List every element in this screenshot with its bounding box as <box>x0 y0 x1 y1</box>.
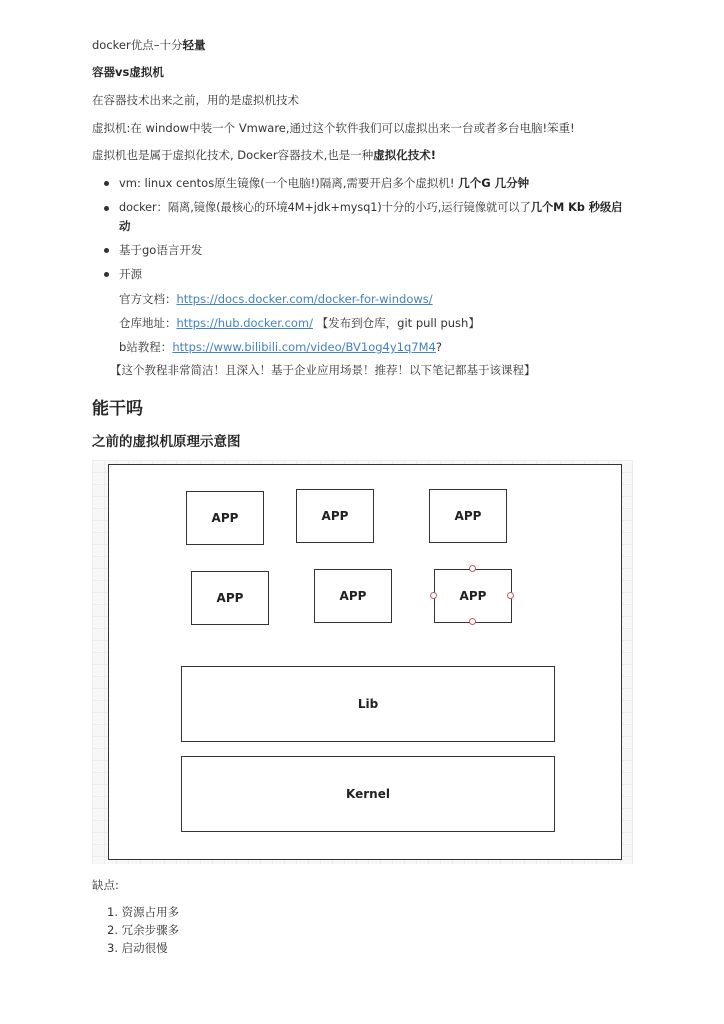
bili-label: b站教程： <box>119 340 173 354</box>
cons-item-3: 3. 启动很慢 <box>107 941 168 955</box>
paragraph-3-bold: 虚拟化技术! <box>373 148 436 162</box>
bullet-dot <box>104 181 109 186</box>
heading-vm-diagram: 之前的虚拟机原理示意图 <box>92 434 241 450</box>
resize-handle[interactable] <box>507 592 514 599</box>
bullet-dot <box>104 206 109 211</box>
bullet-docker-text: docker：隔离,镜像(最核心的环境4M+jdk+mysq1)十分的小巧,运行镜像就可以了 <box>119 201 531 214</box>
resize-handle[interactable] <box>430 592 437 599</box>
title-line-bold: 轻量 <box>182 38 206 52</box>
app-box: APP <box>186 491 264 545</box>
bullet-go: 基于go语言开发 <box>119 243 203 257</box>
docs-link[interactable]: https://docs.docker.com/docker-for-windows/ <box>176 292 433 306</box>
bullet-docker-bold-cont: 动 <box>119 219 131 233</box>
cons-item-1: 1. 资源占用多 <box>107 905 180 919</box>
app-box: APP <box>296 489 374 543</box>
app-box: APP <box>191 571 269 625</box>
docs-link-line <box>119 291 433 307</box>
heading-can-do: 能干吗 <box>92 399 143 419</box>
paragraph-3-text: 虚拟机也是属于虚拟化技术, Docker容器技术,也是一种 <box>92 148 374 162</box>
bullet-docker-bold: 几个M Kb 秒级启 <box>530 201 623 214</box>
resize-handle[interactable] <box>469 565 476 572</box>
hub-label: 仓库地址： <box>119 316 177 330</box>
vm-architecture-diagram <box>92 460 633 864</box>
bili-link[interactable]: https://www.bilibili.com/video/BV1og4y1q7M4 <box>172 340 436 354</box>
bili-link-line <box>119 339 442 355</box>
cons-item-2: 2. 冗余步骤多 <box>107 923 180 937</box>
hub-link[interactable]: https://hub.docker.com/ <box>176 316 314 330</box>
bullet-dot <box>104 272 109 277</box>
title-line-text: docker优点–十分 <box>92 38 183 52</box>
bili-suffix: ? <box>435 340 442 354</box>
docs-label: 官方文档： <box>119 292 177 306</box>
course-note: 【这个教程非常简洁！且深入！基于企业应用场景！推荐！以下笔记都基于该课程】 <box>110 363 536 377</box>
app-box-selected[interactable]: APP <box>434 569 512 623</box>
bullet-vm <box>119 175 529 191</box>
resize-handle[interactable] <box>469 618 476 625</box>
section-compare-heading: 容器vs虚拟机 <box>92 65 164 79</box>
title-line <box>92 37 205 53</box>
hub-suffix: 【发布到仓库，git pull push】 <box>313 316 480 330</box>
bullet-dot <box>104 248 109 253</box>
paragraph-2: 虚拟机:在 window中装一个 Vmware,通过这个软件我们可以虚拟出来一台或者多台电脑!笨重! <box>92 121 575 135</box>
lib-box: Lib <box>181 666 555 742</box>
bullet-opensource: 开源 <box>119 267 142 281</box>
bullet-vm-text: vm: linux centos原生镜像(一个电脑!)隔离,需要开启多个虚拟机! <box>119 176 459 190</box>
app-box: APP <box>314 569 392 623</box>
hub-link-line <box>119 315 480 331</box>
app-box: APP <box>429 489 507 543</box>
cons-label: 缺点: <box>92 878 119 892</box>
paragraph-3 <box>92 147 436 163</box>
bullet-vm-bold: 几个G 几分钟 <box>458 176 530 190</box>
bullet-docker <box>119 200 622 216</box>
kernel-box: Kernel <box>181 756 555 832</box>
paragraph-1: 在容器技术出来之前，用的是虚拟机技术 <box>92 93 299 107</box>
